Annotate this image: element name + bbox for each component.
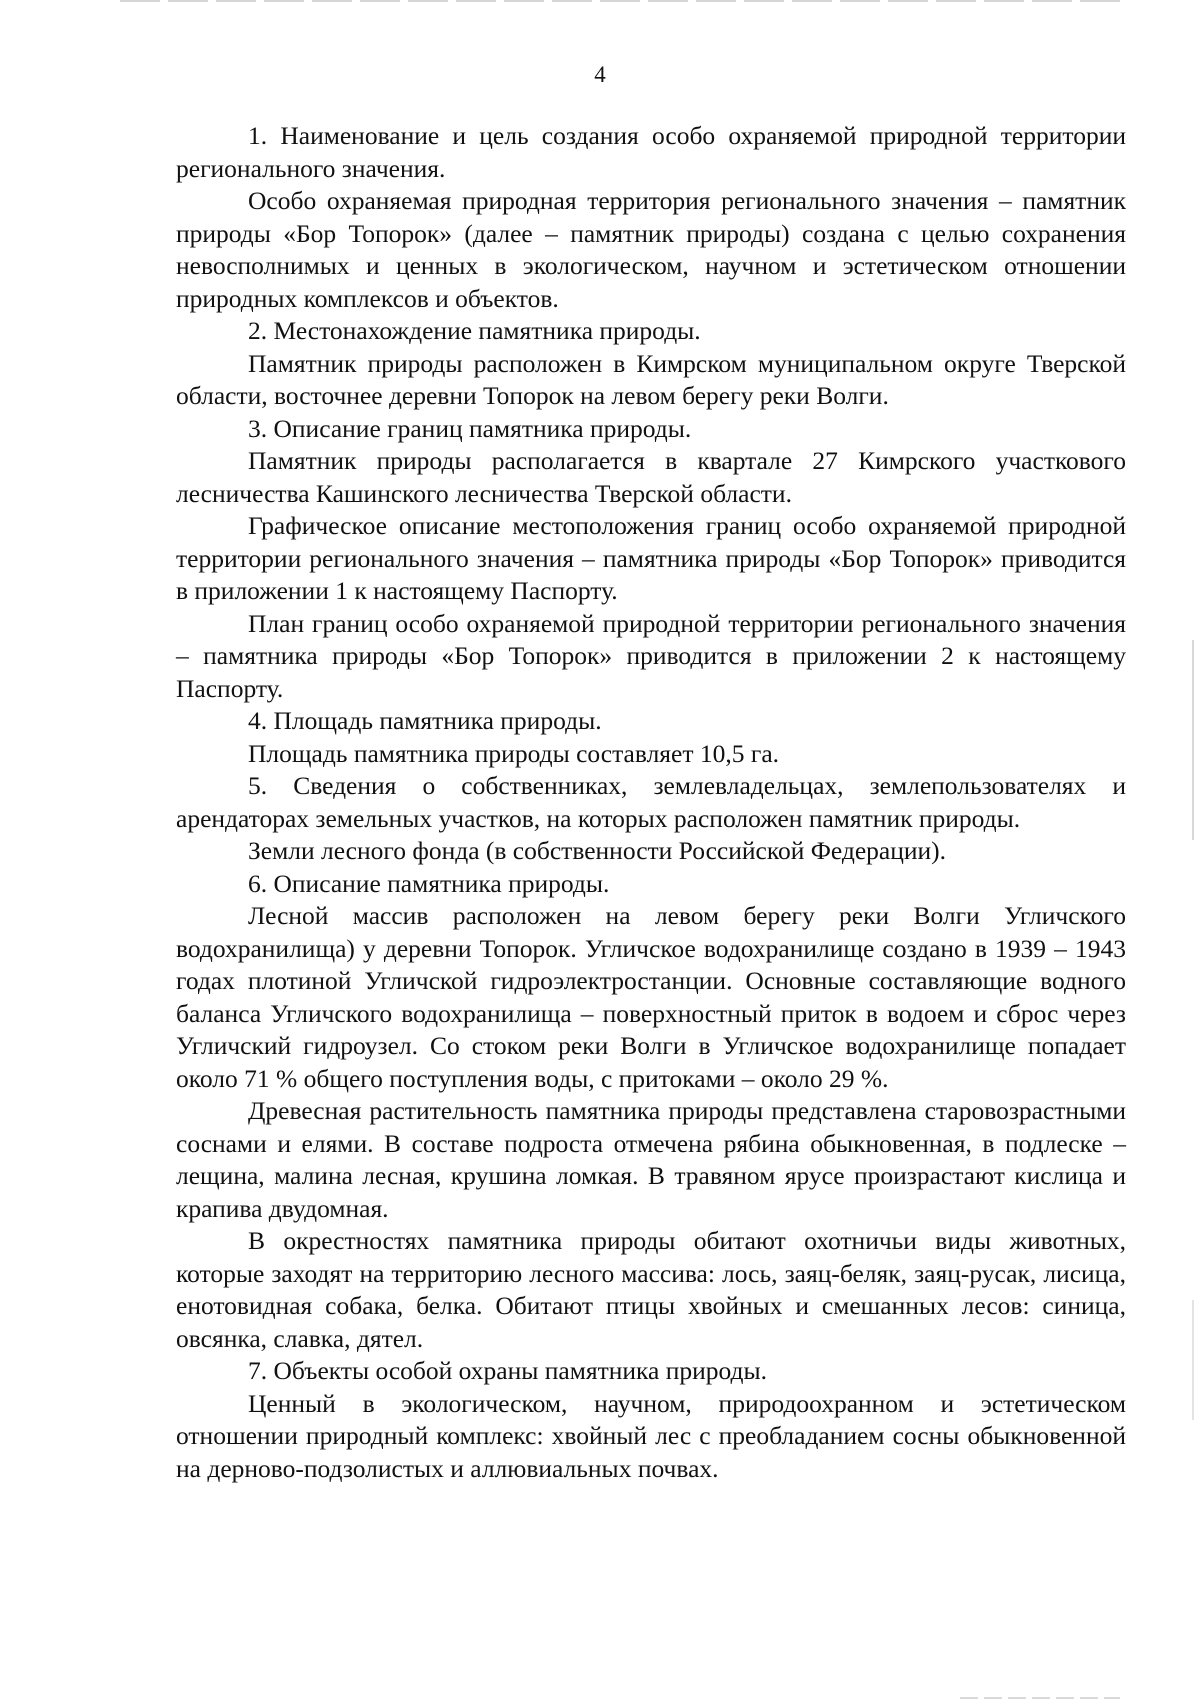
section-1-text: Особо охраняемая природная территория регионального значения – памятник природы «Бор Топорок» (далее – памятник природы) создана с целью сохранения невосполнимых и ценных в экологическом, научном и эстетическом отношении природных комплексов и объектов.: [176, 186, 1126, 313]
section-2-heading: 2. Местонахождение памятника природы.: [248, 316, 701, 345]
section-2-text: Памятник природы расположен в Кимрском муниципальном округе Тверской области, восточнее деревни Топорок на левом берегу реки Волги.: [176, 348, 1126, 410]
scan-artifact-bottom: [960, 1697, 1120, 1699]
section-7-heading: 7. Объекты особой охраны памятника природы.: [248, 1356, 768, 1385]
scan-artifact-right: [1192, 640, 1194, 840]
section-5-text: Земли лесного фонда (в собственности Российской Федерации).: [248, 836, 947, 865]
section-6-vegetation-text: Древесная растительность памятника природы представлена старовозрастными соснами и елями. В составе подроста отмечена рябина обыкновенная, в подлеске – лещина, малина лесная, крушина ломкая. В травяном ярусе произрастают кислица и крапива двудомная.: [176, 1096, 1126, 1223]
section-6-fauna-text: В окрестностях памятника природы обитают охотничьи виды животных, которые заходят на территорию лесного массива: лось, заяц-беляк, заяц-русак, лисица, енотовидная собака, белка. Обитают птицы хвойных и смешанных лесов: синица, овсянка, славка, дятел.: [176, 1226, 1126, 1353]
section-5-heading: 5. Сведения о собственниках, землевладельцах, землепользователях и арендаторах земельных участков, на которых расположен памятник природы.: [176, 771, 1126, 833]
page-number: 4: [594, 62, 606, 87]
section-3-graphic-description: Графическое описание местоположения границ особо охраняемой природной территории регионального значения – памятника природы «Бор Топорок» приводится в приложении 1 к настоящему Паспорту.: [176, 511, 1126, 605]
section-7-text: Ценный в экологическом, научном, природоохранном и эстетическом отношении природный комплекс: хвойный лес с преобладанием сосны обыкновенной на дерново-подзолистых и аллювиальных почвах.: [176, 1388, 1126, 1483]
document-body: [176, 120, 1126, 1485]
section-6-heading: 6. Описание памятника природы.: [248, 868, 610, 898]
section-6-forest-text: Лесной массив расположен на левом берегу реки Волги Угличского водохранилища) у деревни Топорок. Угличское водохранилище создано в 1939 – 1943 годах плотиной Угличской гидроэлектростанции. Основные составляющие водного баланса Угличского водохранилища – поверхностный приток в водоем и сброс через Угличский гидроузел. Со стоком реки Волги в Угличское водохранилище попадает около 71 % общего поступления воды, с притоками – около 29 %.: [176, 901, 1126, 1093]
section-3-boundary-plan: План границ особо охраняемой природной территории регионального значения – памятника природы «Бор Топорок» приводится в приложении 2 к настоящему Паспорту.: [176, 608, 1126, 703]
section-3-text: Памятник природы располагается в квартале 27 Кимрского участкового лесничества Кашинского лесничества Тверской области.: [176, 446, 1126, 508]
scan-artifact-right-lower: [1192, 1300, 1194, 1420]
section-4-text: Площадь памятника природы составляет 10,5 га.: [248, 738, 780, 768]
section-4-heading: 4. Площадь памятника природы.: [248, 706, 602, 735]
scan-artifact-top: [120, 0, 1120, 2]
section-3-heading: 3. Описание границ памятника природы.: [248, 413, 692, 443]
section-1-heading: 1. Наименование и цель создания особо охраняемой природной территории регионального значения.: [176, 121, 1126, 183]
